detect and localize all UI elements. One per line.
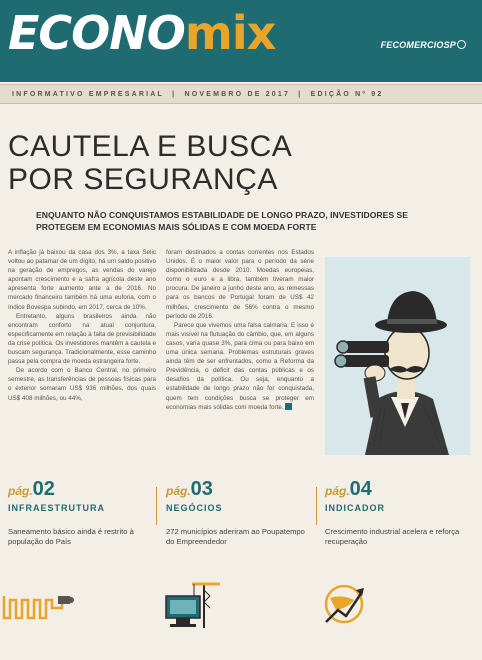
section-teaser-negocios[interactable] <box>166 478 306 547</box>
section-description: 272 municípios aderiram ao Poupatempo do Empreendedor <box>166 527 305 546</box>
strip-separator: | <box>172 91 177 98</box>
section-title: NEGÓCIOS <box>166 503 223 513</box>
section-page-number: pág.02 <box>8 478 55 500</box>
section-teaser-infraestrutura[interactable] <box>8 478 148 547</box>
strip-separator: | <box>298 91 303 98</box>
section-page-number: pág.03 <box>166 478 213 500</box>
article-column-1 <box>8 248 156 403</box>
strip-edition: EDIÇÃO Nº 92 <box>310 91 384 98</box>
strip-label: INFORMATIVO EMPRESARIAL <box>12 91 164 98</box>
paragraph: De acordo com o Banco Central, no primeiro semestre, as transferências de pessoas físicas para o exterior somaram US$ 936 milhões, dos quais US$ 408 milhões, ou 44%, <box>8 367 156 402</box>
publisher-mark-icon <box>457 40 466 49</box>
paragraph: Entretanto, alguns brasileiros ainda não encontram conforto na atual conjuntura, especificamente em relação à falta de previsibilidade da crise política. Os investidores mantêm a cautela e buscam segurança. Tradicionalmente, esse caminho passa pela compra de moeda estrangeira forte. <box>8 312 156 366</box>
paragraph: A inflação já baixou da casa dos 3%, a taxa Selic voltou ao patamar de um dígito, há um saldo positivo na geração de empregos, as vendas do varejo apontam crescimento e a safra agrícola deste ano apresenta forte aumento ante a de 2016. No mercado financeiro também há uma euforia, com o índice Bovespa subindo, em 2017, cerca de 10%. <box>8 249 156 311</box>
article-subhead: ENQUANTO NÃO CONQUISTAMOS ESTABILIDADE DE LONGO PRAZO, INVESTIDORES SE PROTEGEM EM ECONOMIAS MAIS SÓLIDAS E COM MOEDA FORTE <box>36 210 408 232</box>
strip-date: NOVEMBRO DE 2017 <box>184 91 291 98</box>
end-mark-icon <box>285 403 292 410</box>
section-divider <box>316 487 317 525</box>
section-title: INFRAESTRUTURA <box>8 503 105 513</box>
computer-crane-icon <box>164 578 224 635</box>
info-strip <box>0 84 482 104</box>
article-column-2 <box>166 248 314 412</box>
water-pipe-icon <box>0 578 80 633</box>
publisher-logo: FECOMERCIOSP <box>381 40 466 50</box>
article-headline: CAUTELA E BUSCA POR SEGURANÇA <box>8 130 293 196</box>
section-description: Saneamento básico ainda é restrito à população do País <box>8 527 134 546</box>
section-page-number: pág.04 <box>325 478 372 500</box>
paragraph: Parece que vivemos uma falsa calmaria. E isso é mais visível na flutuação do câmbio, que, em alguns casos, varia quase 3%, para cima ou para baixo em uma única semana. Problemas estruturais graves ainda têm de ser enfrentados, como a Reforma da Previdência, o déficit das contas públicas e os desafios da política. Ou seja, enquanto a estabilidade de longo prazo não for conquistada, quem tem condições busca se proteger em economias mais sólidas com moeda forte. <box>166 321 314 411</box>
masthead <box>0 0 482 82</box>
binoculars-man-illustration <box>325 257 470 455</box>
section-title: INDICADOR <box>325 503 385 513</box>
logo: ECONOmix <box>8 6 276 60</box>
section-teaser-indicador[interactable] <box>325 478 465 547</box>
globe-growth-icon <box>322 578 372 635</box>
binoculars-man-icon <box>325 257 470 455</box>
section-divider <box>156 487 157 525</box>
section-description: Crescimento industrial acelera e reforça recuperação <box>325 527 460 546</box>
paragraph: foram destinados a contas correntes nos Estados Unidos. É o maior valor para o período da série disponibilizada desde 2010. Moedas europeias, como o euro e a libra, também tiveram maior procura. De janeiro a junho deste ano, as remessas para os bancos de Portugal foram de US$ 42 milhões, crescimento de 56% contra o mesmo período de 2016. <box>166 249 314 320</box>
